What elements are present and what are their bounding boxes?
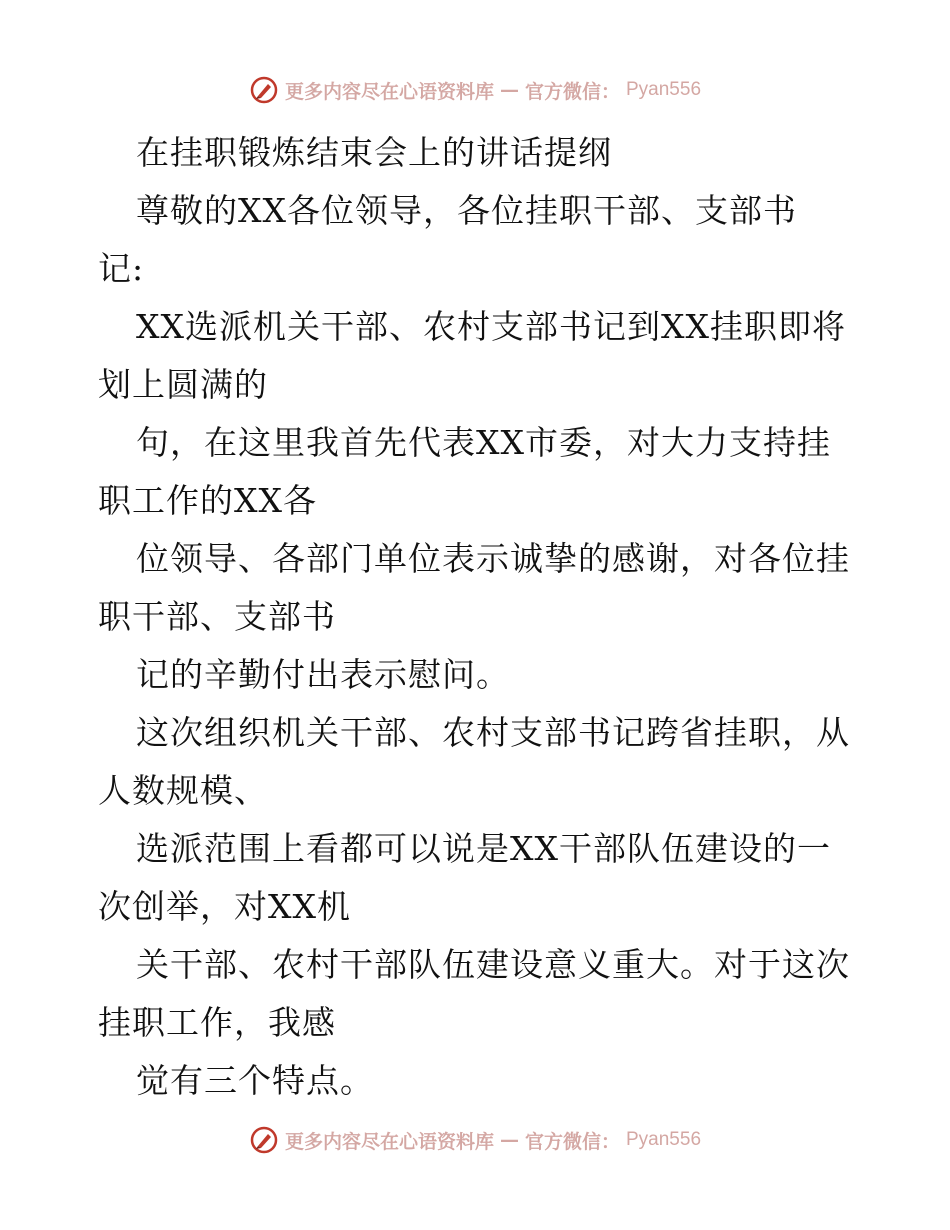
- document-body: [98, 124, 858, 1110]
- text-line: 次创举，对XX机: [98, 887, 351, 926]
- text-line: 记:: [98, 249, 145, 288]
- text-line: 觉有三个特点。: [136, 1061, 374, 1100]
- text-line: 这次组织机关干部、农村支部书记跨省挂职，从: [136, 713, 850, 752]
- banner-site-text: 更多内容尽在心语资料库: [284, 80, 494, 103]
- text-line: 关干部、农村干部队伍建设意义重大。对于这次: [136, 945, 850, 984]
- banner-wechat-label: 官方微信：: [524, 80, 620, 103]
- banner-dash: —: [499, 79, 519, 101]
- text-line: 划上圆满的: [98, 365, 268, 404]
- pen-nib-circle-icon: [249, 1125, 279, 1155]
- text-line: 挂职工作，我感: [98, 1003, 336, 1042]
- banner-wechat-id: Pyan556: [626, 1129, 702, 1150]
- pen-nib-circle-icon: [249, 75, 279, 105]
- banner-dash: —: [499, 1129, 519, 1151]
- footer-banner: [0, 1120, 950, 1160]
- text-line: 位领导、各部门单位表示诚挚的感谢，对各位挂: [136, 539, 850, 578]
- banner-site-text: 更多内容尽在心语资料库: [284, 1130, 494, 1153]
- text-line: 记的辛勤付出表示慰问。: [136, 655, 510, 694]
- text-line: 句，在这里我首先代表XX市委，对大力支持挂: [136, 423, 831, 462]
- banner-wechat-label: 官方微信：: [524, 1130, 620, 1153]
- text-line: 职干部、支部书: [98, 597, 336, 636]
- text-line: 人数规模、: [98, 771, 268, 810]
- text-line: 选派范围上看都可以说是XX干部队伍建设的一: [136, 829, 831, 868]
- document-title: 在挂职锻炼结束会上的讲话提纲: [136, 133, 612, 172]
- text-line: XX选派机关干部、农村支部书记到XX挂职即将: [136, 307, 846, 346]
- text-line: 尊敬的XX各位领导，各位挂职干部、支部书: [136, 191, 797, 230]
- header-banner: [0, 70, 950, 110]
- banner-wechat-id: Pyan556: [626, 79, 702, 100]
- text-line: 职工作的XX各: [98, 481, 317, 520]
